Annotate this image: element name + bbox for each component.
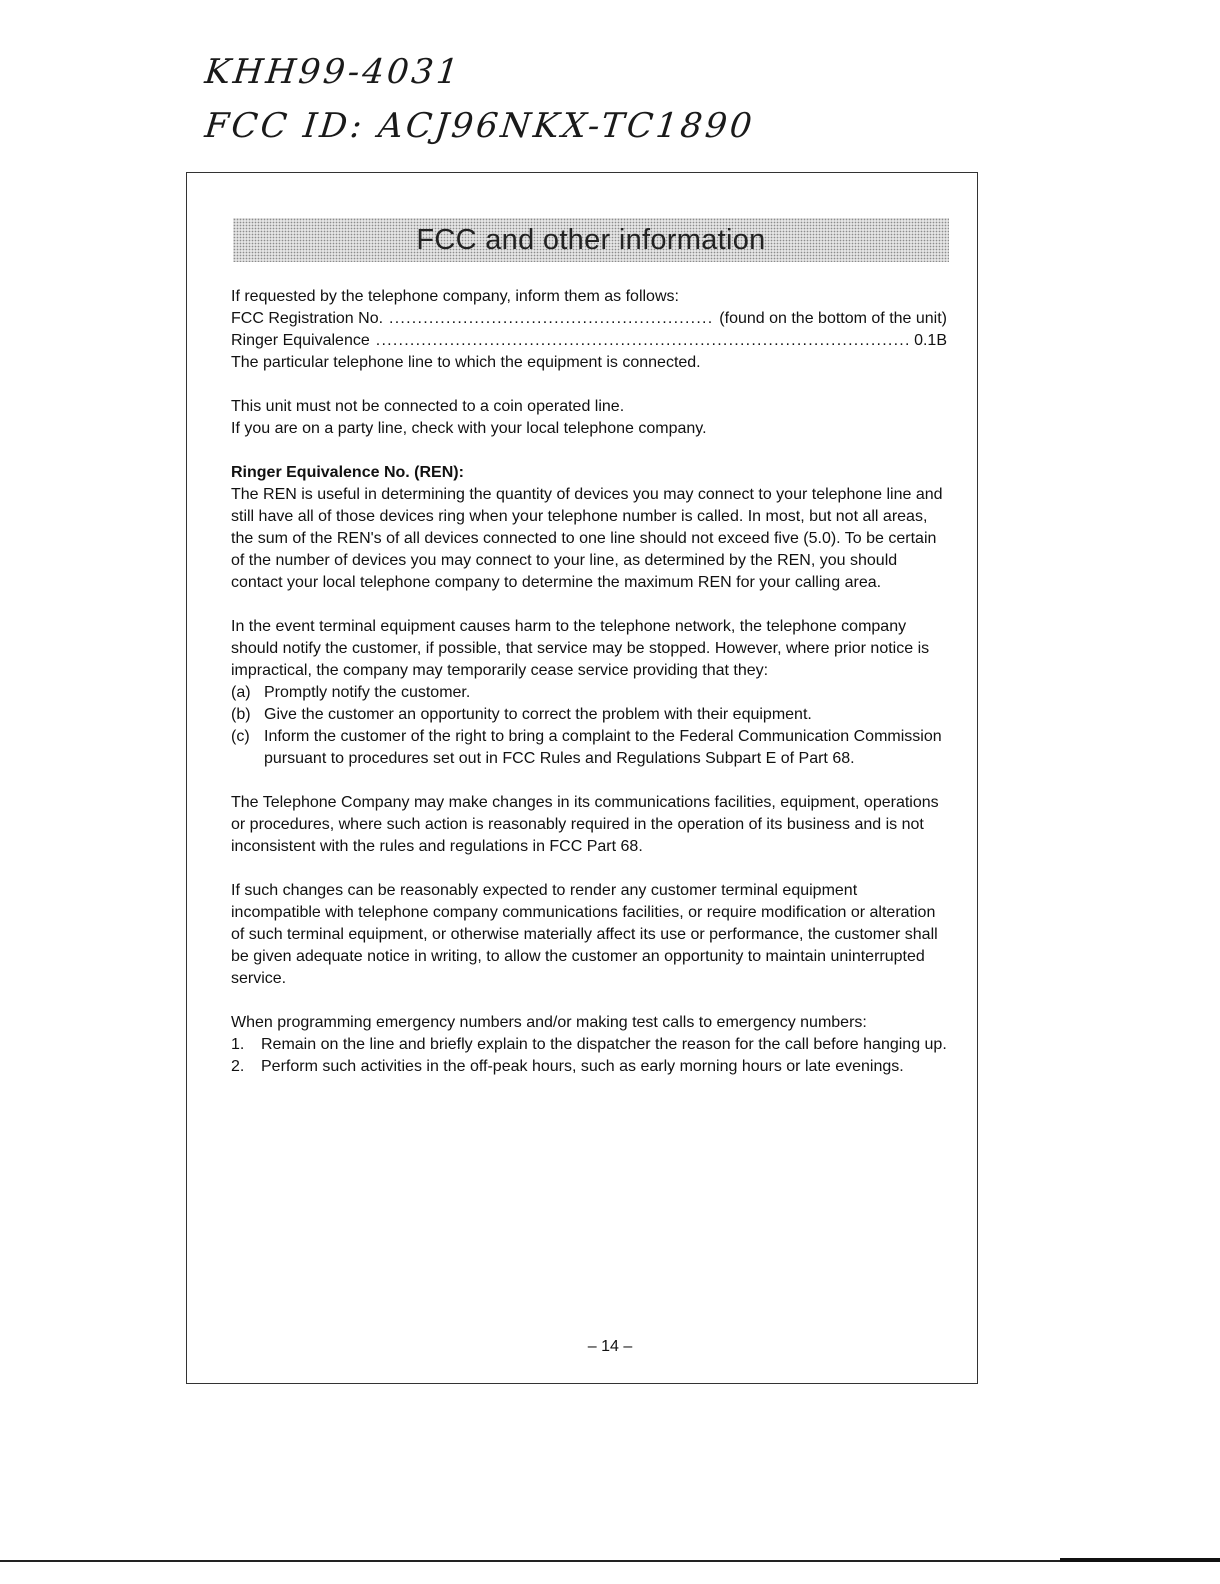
list-item-text: Inform the customer of the right to bring a complaint to the Federal Communication Commission pursuant to procedures set out in FCC Rules and Regulations Subpart E of Part 68. (264, 728, 942, 767)
list-item-text: Promptly notify the customer. (264, 684, 471, 701)
party-line-note: If you are on a party line, check with your local telephone company. (231, 420, 707, 437)
ringer-equivalence-value: 0.1B (914, 332, 947, 349)
scan-edge-line (1060, 1558, 1220, 1562)
ren-heading: Ringer Equivalence No. (REN): (231, 464, 464, 481)
coin-line-note: This unit must not be connected to a coin operated line. (231, 398, 625, 415)
list-item (231, 726, 947, 770)
list-item (231, 1034, 947, 1056)
changes-paragraph: The Telephone Company may make changes in its communications facilities, equipment, operations or procedures, where such action is reasonably required in the operation of its business and is not inconsistent with the rules and regulations in FCC Part 68. (231, 794, 939, 855)
ren-paragraph: The REN is useful in determining the quantity of devices you may connect to your telephone line and still have all of those devices ring when your telephone number is called. In most, but not all areas, the sum of the REN's of all devices connected to one line should not exceed five (5.0). To be certain of the number of devices you may connect to your line, as determined by the REN, you should contact your local telephone company to determine the maximum REN for your calling area. (231, 486, 943, 591)
handwritten-annotation-2: FCC ID: ACJ96NKX-TC1890 (202, 106, 757, 146)
list-marker: (a) (231, 684, 251, 701)
list-marker: (b) (231, 706, 251, 723)
list-item (231, 704, 947, 726)
line-note: The particular telephone line to which the equipment is connected. (231, 354, 701, 371)
list-item-text: Give the customer an opportunity to correct the problem with their equipment. (264, 706, 812, 723)
leader-dots (376, 330, 908, 352)
list-marker: 2. (231, 1058, 245, 1075)
list-item (231, 682, 947, 704)
fcc-registration-value: (found on the bottom of the unit) (719, 310, 947, 327)
page-title: FCC and other information (416, 224, 766, 256)
intro-text: If requested by the telephone company, inform them as follows: (231, 288, 679, 305)
ringer-equivalence-row (231, 330, 947, 352)
emergency-paragraph: When programming emergency numbers and/or making test calls to emergency numbers: (231, 1014, 867, 1031)
list-item (231, 1056, 947, 1078)
list-marker: 1. (231, 1036, 245, 1053)
leader-dots (389, 308, 713, 330)
incompatible-paragraph: If such changes can be reasonably expected to render any customer terminal equipment incompatible with telephone company communications facilities, or require modification or alteration of such terminal equipment, or otherwise materially affect its use or performance, the customer shall be given adequate notice in writing, to allow the customer an opportunity to maintain uninterrupted service. (231, 882, 938, 987)
document-body (231, 286, 947, 1078)
list-item-text: Remain on the line and briefly explain to the dispatcher the reason for the call before hanging up. (261, 1036, 947, 1053)
harm-paragraph: In the event terminal equipment causes harm to the telephone network, the telephone company should notify the customer, if possible, that service may be stopped. However, where prior notice is impractical, the company may temporarily cease service providing that they: (231, 618, 930, 679)
list-marker: (c) (231, 728, 250, 745)
handwritten-annotation-1: KHH99-4031 (202, 52, 464, 92)
ringer-equivalence-label: Ringer Equivalence (231, 332, 370, 349)
page-number: – 14 – (587, 1338, 633, 1355)
fcc-registration-label: FCC Registration No. (231, 310, 384, 327)
scan-edge-line (0, 1560, 1220, 1562)
list-item-text: Perform such activities in the off-peak hours, such as early morning hours or late evenings. (261, 1058, 904, 1075)
title-banner (233, 218, 949, 262)
fcc-registration-row (231, 308, 947, 330)
